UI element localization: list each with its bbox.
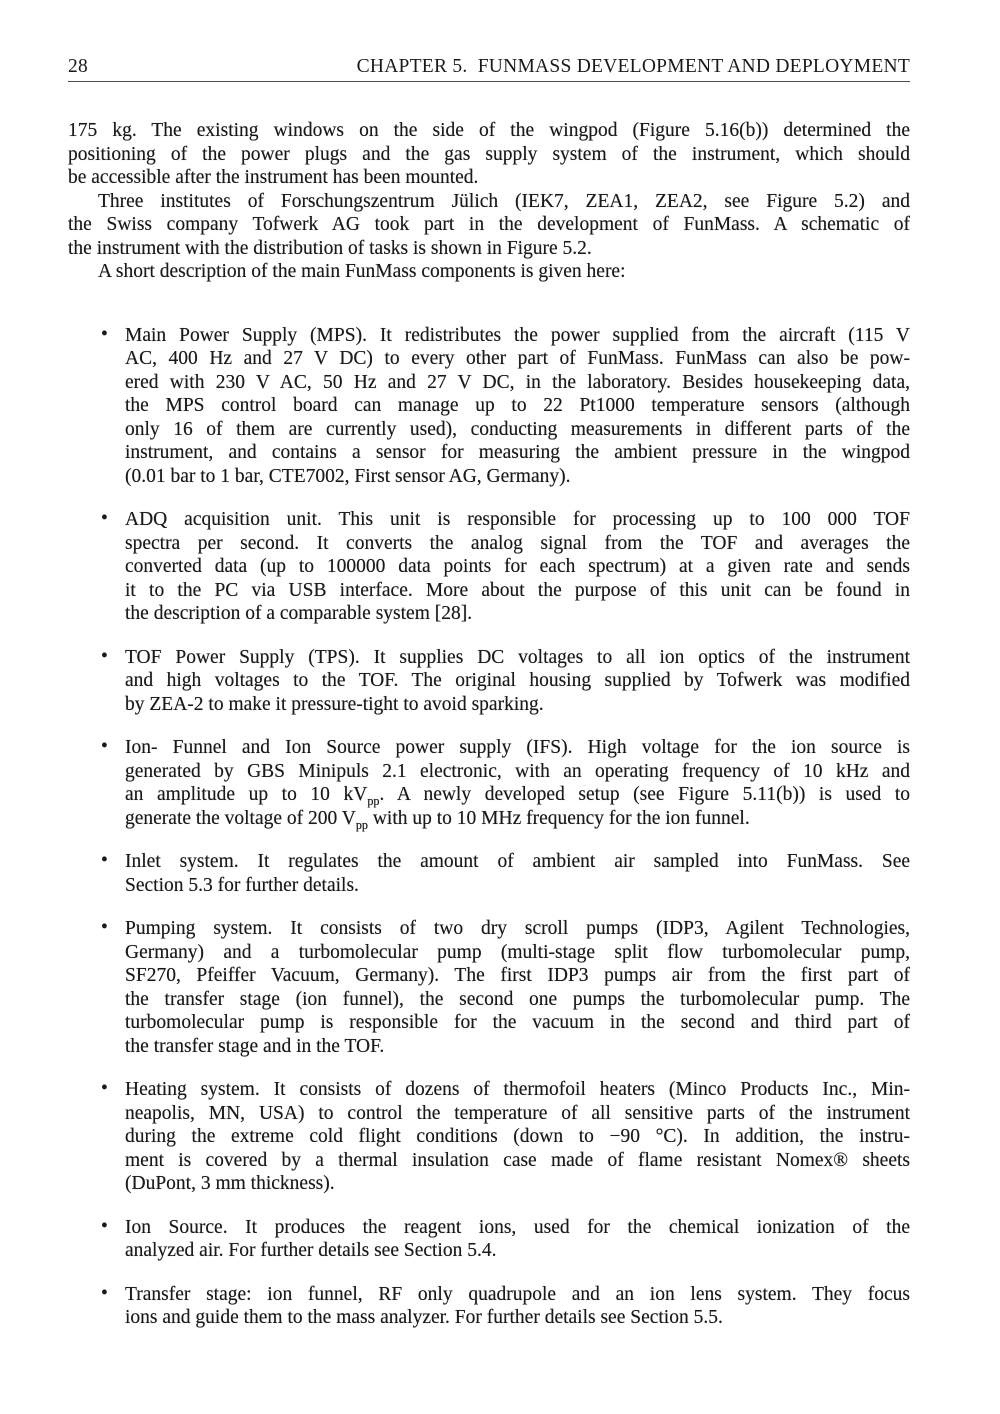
subscript-text: pp <box>367 793 380 808</box>
text-line: the instrument with the distribution of tasks is shown in Figure 5.2. <box>68 237 592 259</box>
text-line: it to the PC via USB interface. More about the purpose of this unit can be found in <box>125 579 910 601</box>
list-item-text <box>125 1283 910 1330</box>
text-line: Ion- Funnel and Ion Source power supply (IFS). High voltage for the ion source is <box>125 737 910 758</box>
list-item-text <box>125 646 910 717</box>
text-line: generated by GBS Minipuls 2.1 electronic, with an operating frequency of 10 kHz and <box>125 760 910 782</box>
text-line: Section 5.3 for further details. <box>125 874 359 896</box>
paragraph <box>68 119 910 190</box>
text-line: Main Power Supply (MPS). It redistributes the power supplied from the aircraft (115 V <box>125 324 910 346</box>
list-item-text <box>125 917 910 1058</box>
text-line: ADQ acquisition unit. This unit is responsible for processing up to 100 000 TOF <box>125 509 910 530</box>
bullet-icon: • <box>101 736 108 757</box>
bullet-icon: • <box>101 1282 108 1304</box>
text-line: positioning of the power plugs and the gas supply system of the instrument, which should <box>68 143 910 165</box>
text-line: be accessible after the instrument has been mounted. <box>68 167 479 188</box>
list-item <box>68 1216 910 1263</box>
subscript-text: pp <box>355 817 368 832</box>
text-line: the transfer stage and in the TOF. <box>125 1035 385 1057</box>
text-line: only 16 of them are currently used), conducting measurements in different parts of the <box>125 418 910 440</box>
text-line: an amplitude up to 10 $kV_{pp}$. A newly developed setup (see Figure 5.11(b)) is used to <box>125 784 911 808</box>
text-line: the transfer stage (ion funnel), the second one pumps the turbomolecular pump. The <box>125 988 910 1010</box>
list-item-text <box>125 1216 910 1263</box>
page-number: 28 <box>68 56 88 77</box>
text-line: AC, 400 Hz and 27 V DC) to every other part of FunMass. FunMass can also be pow- <box>125 348 910 369</box>
list-item-text <box>125 508 910 626</box>
list-item <box>68 917 910 1058</box>
bullet-icon: • <box>101 645 108 667</box>
list-item-text <box>125 736 910 830</box>
paragraph <box>68 260 910 284</box>
text-line: ered with 230 V AC, 50 Hz and 27 V DC, in the laboratory. Besides housekeeping data, <box>125 371 910 393</box>
text-line: generate the voltage of 200 $V_{pp}$ with up to 10 MHz frequency for the ion funnel. <box>125 807 750 832</box>
text-line: neapolis, MN, USA) to control the temperature of all sensitive parts of the instrument <box>125 1102 910 1124</box>
bullet-icon: • <box>101 1215 108 1237</box>
list-item-text <box>125 1078 910 1196</box>
text-line: and high voltages to the TOF. The original housing supplied by Tofwerk was modified <box>125 670 910 691</box>
text-line: Pumping system. It consists of two dry scroll pumps (IDP3, Agilent Technologies, <box>125 918 910 939</box>
text-line: (0.01 bar to 1 bar, CTE7002, First sensor AG, Germany). <box>125 465 571 487</box>
text-line: spectra per second. It converts the analog signal from the TOF and averages the <box>125 532 910 554</box>
chapter-title: CHAPTER 5. FUNMASS DEVELOPMENT AND DEPLOYMENT <box>356 56 910 77</box>
text-line: Inlet system. It regulates the amount of ambient air sampled into FunMass. See <box>125 851 910 872</box>
text-line: turbomolecular pump is responsible for the vacuum in the second and third part of <box>125 1012 910 1033</box>
page-header <box>68 0 910 78</box>
bullet-icon: • <box>101 850 108 871</box>
list-item <box>68 324 910 489</box>
text-line: instrument, and contains a sensor for measuring the ambient pressure in the wingpod <box>125 442 910 463</box>
page-body <box>68 82 910 1330</box>
text-line: SF270, Pfeiffer Vacuum, Germany). The first IDP3 pumps air from the first part of <box>125 965 910 986</box>
bullet-icon: • <box>101 1078 108 1099</box>
text-line: analyzed air. For further details see Section 5.4. <box>125 1240 497 1261</box>
text-line: TOF Power Supply (TPS). It supplies DC voltages to all ion optics of the instrument <box>125 646 910 668</box>
text-line: ions and guide them to the mass analyzer. For further details see Section 5.5. <box>125 1307 723 1328</box>
text-line: the description of a comparable system [28]. <box>125 603 473 624</box>
list-item <box>68 1283 910 1330</box>
text-line: A short description of the main FunMass components is given here: <box>98 261 626 282</box>
text-line: Heating system. It consists of dozens of thermofoil heaters (Minco Products Inc., Min- <box>125 1079 910 1100</box>
text-line: (DuPont, 3 mm thickness). <box>125 1173 335 1194</box>
list-item <box>68 850 910 897</box>
text-line: 175 kg. The existing windows on the side of the wingpod (Figure 5.16(b)) determined the <box>68 120 910 141</box>
bullet-icon: • <box>101 323 108 345</box>
bullet-list <box>68 324 910 1330</box>
text-line: by ZEA-2 to make it pressure-tight to avoid sparking. <box>125 693 544 715</box>
list-item <box>68 646 910 717</box>
text-line: Germany) and a turbomolecular pump (multi-stage split flow turbomolecular pump, <box>125 941 910 963</box>
text-line: Three institutes of Forschungszentrum Jülich (IEK7, ZEA1, ZEA2, see Figure 5.2) and <box>98 190 910 212</box>
list-item <box>68 736 910 830</box>
text-line: during the extreme cold flight conditions (down to −90 °C). In addition, the instru- <box>125 1126 910 1147</box>
list-item <box>68 1078 910 1196</box>
text-line: the MPS control board can manage up to 22 Pt1000 temperature sensors (although <box>125 395 910 416</box>
bullet-icon: • <box>101 917 108 938</box>
text-line: the Swiss company Tofwerk AG took part in the development of FunMass. A schematic of <box>68 214 910 235</box>
list-item <box>68 508 910 626</box>
text-line: ment is covered by a thermal insulation case made of flame resistant Nomex® sheets <box>125 1149 910 1171</box>
paragraph <box>68 190 910 261</box>
text-line: Transfer stage: ion funnel, RF only quadrupole and an ion lens system. They focus <box>125 1283 910 1305</box>
list-item-text <box>125 850 910 897</box>
text-line: converted data (up to 100000 data points for each spectrum) at a given rate and sends <box>125 556 910 577</box>
text-line: Ion Source. It produces the reagent ions, used for the chemical ionization of the <box>125 1216 910 1238</box>
bullet-icon: • <box>101 508 108 529</box>
list-item-text <box>125 324 910 489</box>
